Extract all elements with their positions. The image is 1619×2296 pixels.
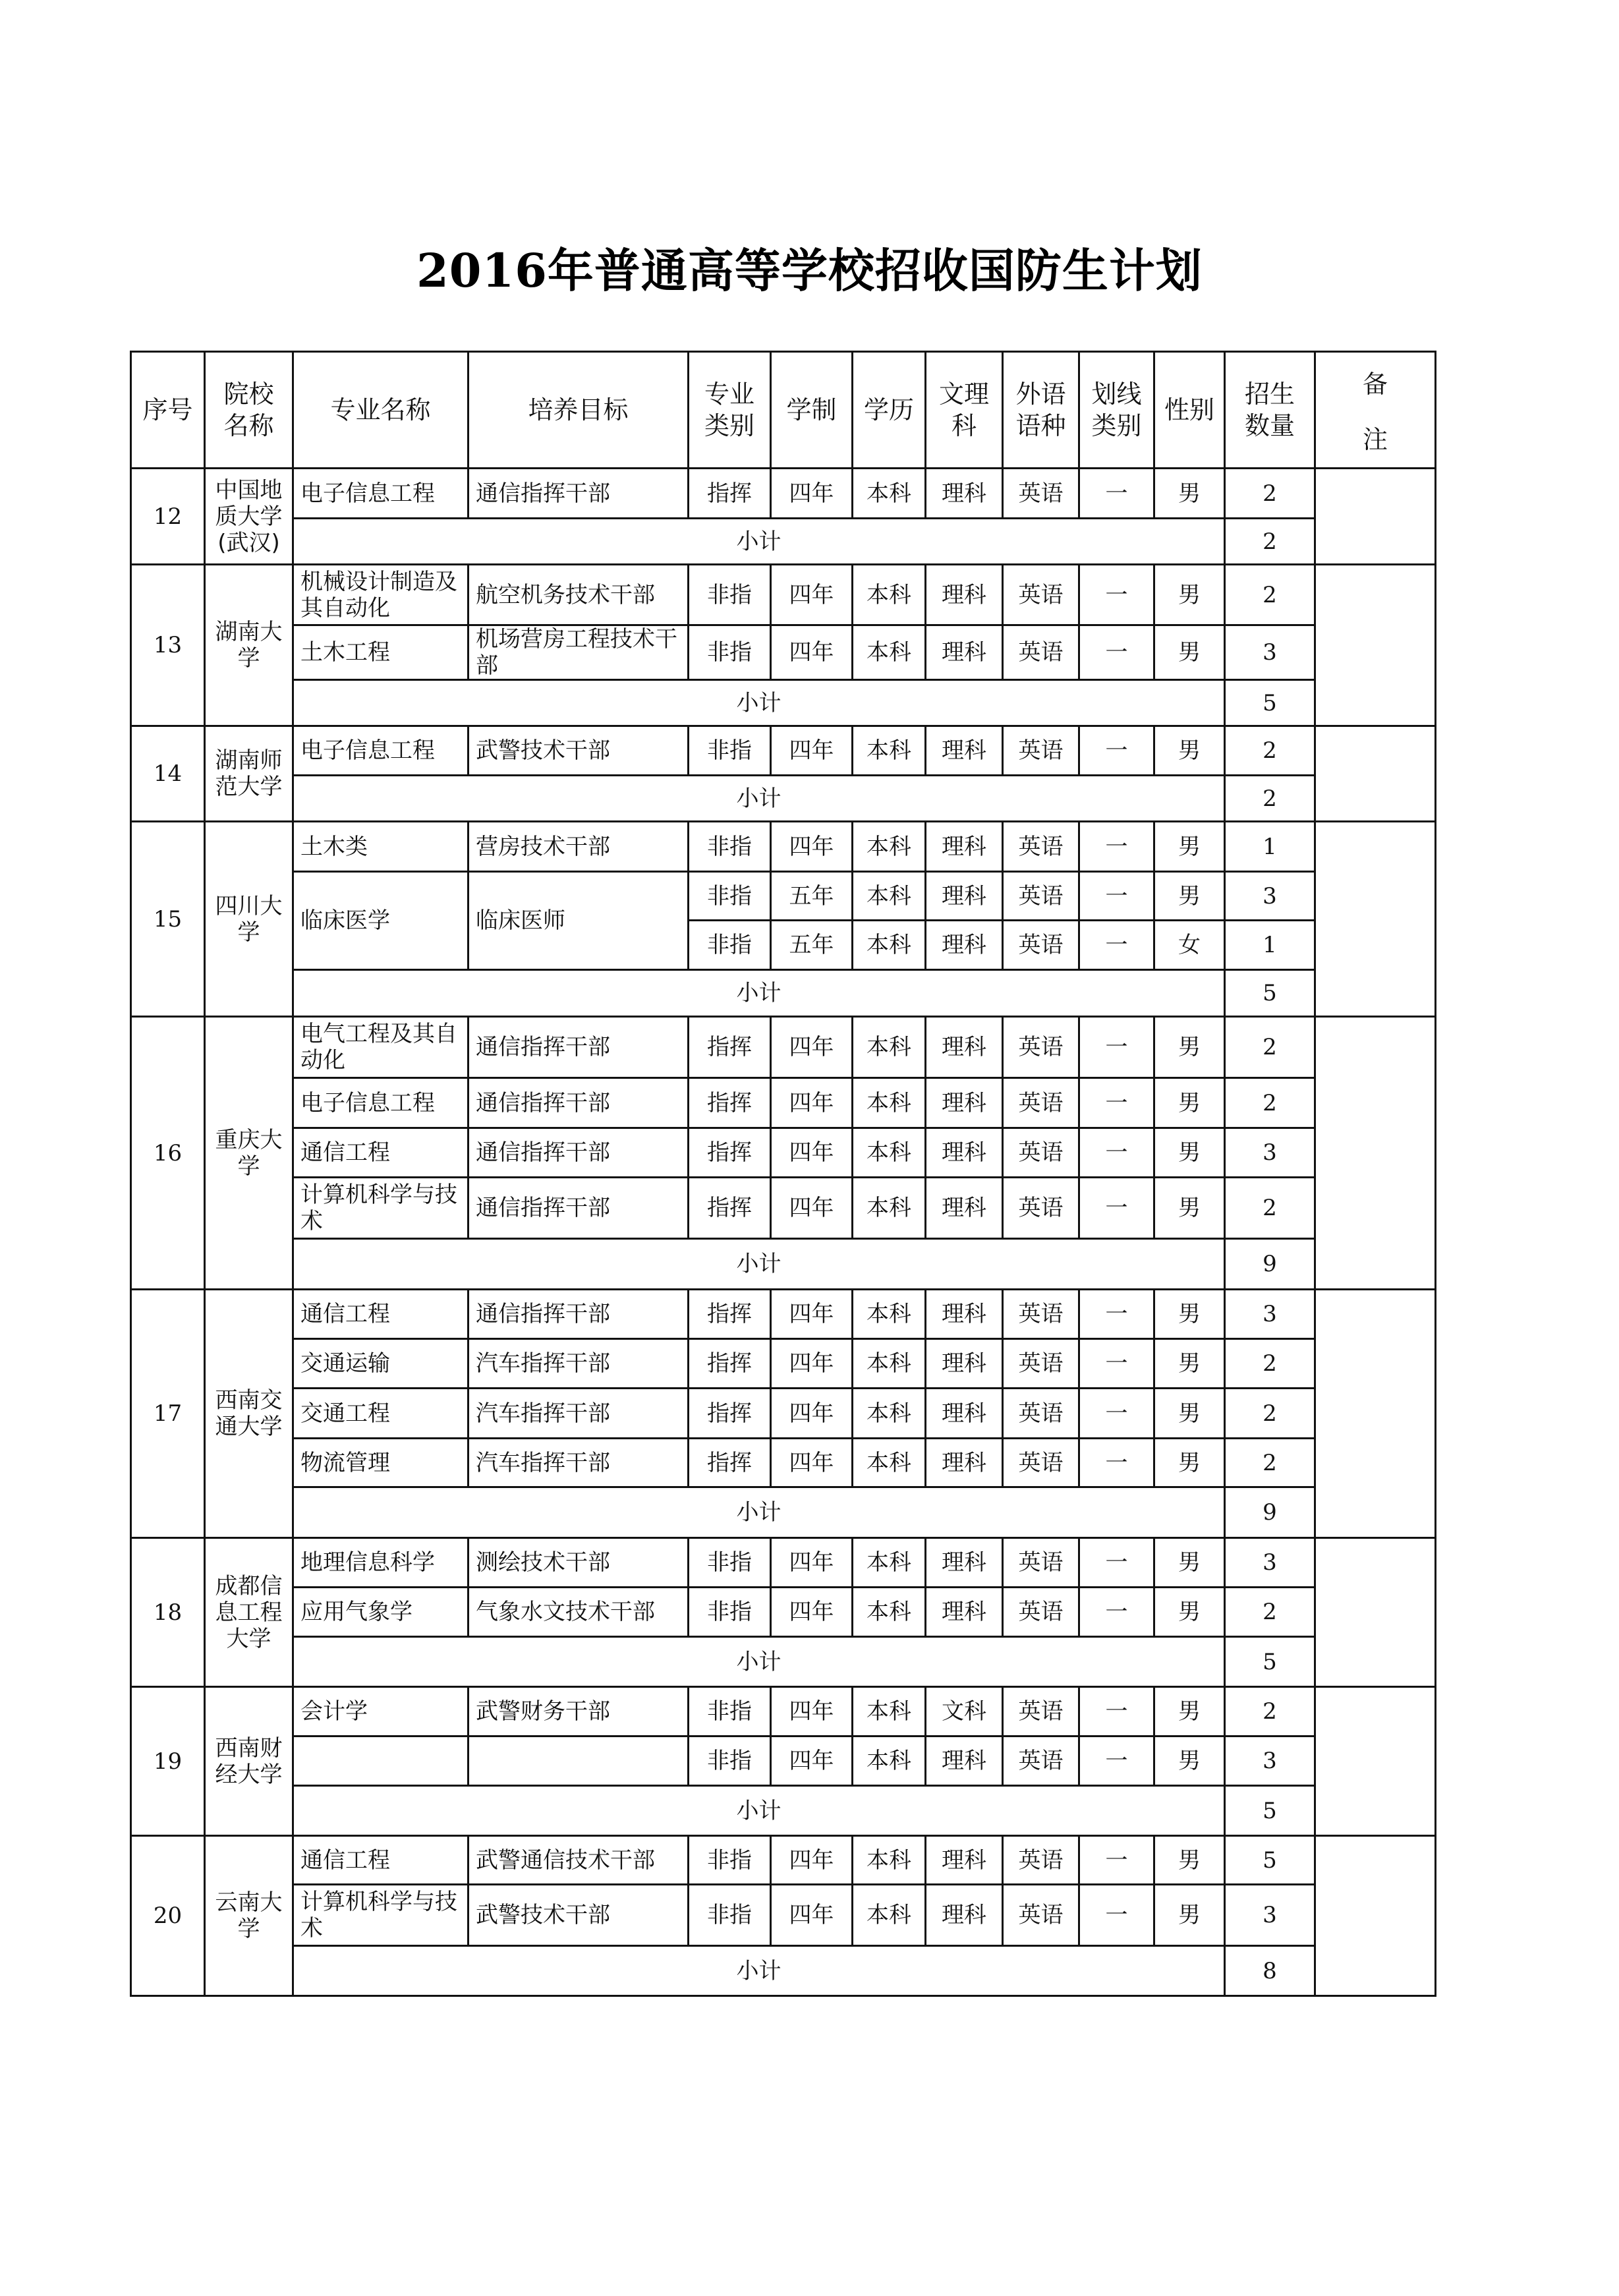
goal-cell: 武警技术干部 [469,1885,689,1946]
major-type-cell: 指挥 [689,1078,771,1128]
major-cell: 电气工程及其自动化 [293,1017,469,1078]
line-type-cell: 一 [1079,1017,1154,1078]
gender-cell: 男 [1154,1736,1225,1786]
major-type-cell: 非指 [689,1538,771,1588]
track-cell: 理科 [926,1339,1003,1389]
gender-cell: 男 [1154,726,1225,776]
table-row [131,1836,1436,1885]
remark-cell [1315,726,1436,822]
school-cell: 西南财经大学 [205,1687,293,1836]
language-cell: 英语 [1003,469,1079,519]
goal-cell: 武警通信技术干部 [469,1836,689,1885]
header-school: 院校 名称 [205,352,293,469]
major-cell: 土木类 [293,822,469,872]
quota-cell: 3 [1225,1128,1315,1178]
remark-cell [1315,822,1436,1017]
track-cell: 文科 [926,1687,1003,1736]
line-type-cell: 一 [1079,1687,1154,1736]
duration-cell: 四年 [771,469,853,519]
table-row [131,1290,1436,1339]
language-cell: 英语 [1003,1538,1079,1588]
quota-cell: 3 [1225,625,1315,680]
duration-cell: 四年 [771,1178,853,1239]
major-cell: 土木工程 [293,625,469,680]
language-cell: 英语 [1003,1017,1079,1078]
line-type-cell: 一 [1079,469,1154,519]
seq-cell: 20 [131,1836,205,1996]
quota-cell: 1 [1225,921,1315,970]
header-major: 专业名称 [293,352,469,469]
table-row [131,1588,1436,1637]
major-cell: 地理信息科学 [293,1538,469,1588]
degree-cell: 本科 [853,1538,926,1588]
gender-cell: 男 [1154,1836,1225,1885]
table-row [131,1178,1436,1239]
quota-cell: 3 [1225,1736,1315,1786]
header-degree: 学历 [853,352,926,469]
major-type-cell: 非指 [689,1885,771,1946]
track-cell: 理科 [926,1836,1003,1885]
gender-cell: 男 [1154,1439,1225,1487]
header-line-type: 划线 类别 [1079,352,1154,469]
remark-cell [1315,1290,1436,1538]
line-type-cell: 一 [1079,822,1154,872]
degree-cell: 本科 [853,1836,926,1885]
table-body [131,469,1436,1996]
header-seq: 序号 [131,352,205,469]
table-row [131,1538,1436,1588]
goal-cell: 武警财务干部 [469,1687,689,1736]
language-cell: 英语 [1003,1736,1079,1786]
table-row [131,1687,1436,1736]
goal-cell: 航空机务技术干部 [469,565,689,625]
language-cell: 英语 [1003,1588,1079,1637]
header-remark: 备 注 [1315,352,1436,469]
degree-cell: 本科 [853,469,926,519]
degree-cell: 本科 [853,1389,926,1439]
remark-cell [1315,1687,1436,1836]
gender-cell: 男 [1154,872,1225,921]
seq-cell: 17 [131,1290,205,1538]
track-cell: 理科 [926,1017,1003,1078]
duration-cell: 四年 [771,726,853,776]
major-type-cell: 指挥 [689,1339,771,1389]
degree-cell: 本科 [853,1687,926,1736]
header-duration: 学制 [771,352,853,469]
subtotal-value: 5 [1225,970,1315,1017]
duration-cell: 四年 [771,1538,853,1588]
goal-cell: 汽车指挥干部 [469,1389,689,1439]
table-row [131,469,1436,519]
degree-cell: 本科 [853,1128,926,1178]
track-cell: 理科 [926,625,1003,680]
subtotal-row [131,680,1436,726]
quota-cell: 1 [1225,822,1315,872]
header-major-type: 专业 类别 [689,352,771,469]
line-type-cell: 一 [1079,1538,1154,1588]
subtotal-value: 5 [1225,1786,1315,1836]
seq-cell: 14 [131,726,205,822]
major-cell: 临床医学 [293,872,469,970]
remark-cell [1315,1836,1436,1996]
major-cell [293,1736,469,1786]
school-cell: 西南交通大学 [205,1290,293,1538]
major-type-cell: 指挥 [689,1439,771,1487]
quota-cell: 3 [1225,1290,1315,1339]
major-type-cell: 非指 [689,872,771,921]
subtotal-label: 小计 [293,1487,1225,1538]
language-cell: 英语 [1003,921,1079,970]
subtotal-value: 8 [1225,1946,1315,1996]
gender-cell: 男 [1154,469,1225,519]
line-type-cell: 一 [1079,1290,1154,1339]
goal-cell: 通信指挥干部 [469,1128,689,1178]
major-type-cell: 非指 [689,921,771,970]
duration-cell: 四年 [771,565,853,625]
quota-cell: 2 [1225,1588,1315,1637]
subtotal-value: 9 [1225,1239,1315,1290]
table-row [131,1439,1436,1487]
gender-cell: 男 [1154,625,1225,680]
quota-cell: 2 [1225,1687,1315,1736]
table-row [131,565,1436,625]
major-cell: 电子信息工程 [293,1078,469,1128]
language-cell: 英语 [1003,1885,1079,1946]
school-cell: 成都信息工程大学 [205,1538,293,1687]
goal-cell: 通信指挥干部 [469,469,689,519]
subtotal-row [131,776,1436,822]
language-cell: 英语 [1003,822,1079,872]
major-cell: 物流管理 [293,1439,469,1487]
track-cell: 理科 [926,1588,1003,1637]
line-type-cell: 一 [1079,1128,1154,1178]
line-type-cell: 一 [1079,1178,1154,1239]
gender-cell: 男 [1154,1588,1225,1637]
major-cell: 交通运输 [293,1339,469,1389]
track-cell: 理科 [926,726,1003,776]
line-type-cell: 一 [1079,1389,1154,1439]
gender-cell: 男 [1154,1885,1225,1946]
duration-cell: 四年 [771,1885,853,1946]
track-cell: 理科 [926,872,1003,921]
goal-cell: 通信指挥干部 [469,1078,689,1128]
major-type-cell: 指挥 [689,1178,771,1239]
subtotal-row [131,1946,1436,1996]
subtotal-value: 5 [1225,680,1315,726]
table-row [131,1389,1436,1439]
language-cell: 英语 [1003,1389,1079,1439]
subtotal-label: 小计 [293,680,1225,726]
seq-cell: 12 [131,469,205,565]
line-type-cell: 一 [1079,872,1154,921]
quota-cell: 5 [1225,1836,1315,1885]
subtotal-label: 小计 [293,519,1225,565]
language-cell: 英语 [1003,1128,1079,1178]
language-cell: 英语 [1003,1078,1079,1128]
line-type-cell: 一 [1079,1339,1154,1389]
degree-cell: 本科 [853,1290,926,1339]
subtotal-row [131,970,1436,1017]
enrollment-plan-table [130,351,1436,1997]
goal-cell: 通信指挥干部 [469,1290,689,1339]
goal-cell: 气象水文技术干部 [469,1588,689,1637]
table-row [131,726,1436,776]
track-cell: 理科 [926,1290,1003,1339]
gender-cell: 男 [1154,1017,1225,1078]
table-row [131,1736,1436,1786]
major-cell: 机械设计制造及其自动化 [293,565,469,625]
seq-cell: 13 [131,565,205,726]
quota-cell: 2 [1225,1017,1315,1078]
major-type-cell: 非指 [689,565,771,625]
table-row [131,625,1436,680]
remark-cell [1315,1538,1436,1687]
degree-cell: 本科 [853,1588,926,1637]
duration-cell: 四年 [771,625,853,680]
major-type-cell: 指挥 [689,1017,771,1078]
remark-cell [1315,1017,1436,1290]
degree-cell: 本科 [853,1339,926,1389]
track-cell: 理科 [926,1178,1003,1239]
major-cell: 电子信息工程 [293,469,469,519]
line-type-cell: 一 [1079,1439,1154,1487]
school-cell: 四川大学 [205,822,293,1017]
line-type-cell: 一 [1079,1078,1154,1128]
language-cell: 英语 [1003,1290,1079,1339]
major-type-cell: 指挥 [689,1290,771,1339]
track-cell: 理科 [926,1736,1003,1786]
quota-cell: 2 [1225,1389,1315,1439]
track-cell: 理科 [926,822,1003,872]
major-type-cell: 非指 [689,1588,771,1637]
duration-cell: 四年 [771,1389,853,1439]
quota-cell: 3 [1225,1885,1315,1946]
language-cell: 英语 [1003,1178,1079,1239]
goal-cell [469,1736,689,1786]
duration-cell: 四年 [771,1687,853,1736]
subtotal-value: 9 [1225,1487,1315,1538]
quota-cell: 2 [1225,1439,1315,1487]
language-cell: 英语 [1003,625,1079,680]
school-cell: 湖南大学 [205,565,293,726]
track-cell: 理科 [926,1885,1003,1946]
subtotal-label: 小计 [293,1239,1225,1290]
seq-cell: 15 [131,822,205,1017]
track-cell: 理科 [926,565,1003,625]
subtotal-label: 小计 [293,1637,1225,1687]
line-type-cell: 一 [1079,1736,1154,1786]
table-row [131,1339,1436,1389]
track-cell: 理科 [926,1439,1003,1487]
language-cell: 英语 [1003,1687,1079,1736]
major-type-cell: 非指 [689,726,771,776]
gender-cell: 女 [1154,921,1225,970]
subtotal-value: 2 [1225,776,1315,822]
goal-cell: 通信指挥干部 [469,1017,689,1078]
table-row [131,1128,1436,1178]
seq-cell: 16 [131,1017,205,1290]
gender-cell: 男 [1154,822,1225,872]
line-type-cell: 一 [1079,726,1154,776]
major-cell: 通信工程 [293,1128,469,1178]
duration-cell: 四年 [771,1078,853,1128]
goal-cell: 临床医师 [469,872,689,970]
school-cell: 湖南师范大学 [205,726,293,822]
major-type-cell: 指挥 [689,1128,771,1178]
table-row [131,1017,1436,1078]
duration-cell: 五年 [771,921,853,970]
duration-cell: 四年 [771,822,853,872]
quota-cell: 2 [1225,726,1315,776]
gender-cell: 男 [1154,1128,1225,1178]
degree-cell: 本科 [853,1885,926,1946]
track-cell: 理科 [926,1128,1003,1178]
line-type-cell: 一 [1079,1885,1154,1946]
remark-cell [1315,469,1436,565]
quota-cell: 2 [1225,565,1315,625]
subtotal-label: 小计 [293,776,1225,822]
degree-cell: 本科 [853,1736,926,1786]
degree-cell: 本科 [853,1439,926,1487]
subtotal-value: 2 [1225,519,1315,565]
duration-cell: 四年 [771,1128,853,1178]
line-type-cell: 一 [1079,625,1154,680]
major-cell: 电子信息工程 [293,726,469,776]
table-row [131,822,1436,872]
gender-cell: 男 [1154,1538,1225,1588]
major-cell: 交通工程 [293,1389,469,1439]
major-cell: 通信工程 [293,1290,469,1339]
header-gender: 性别 [1154,352,1225,469]
goal-cell: 测绘技术干部 [469,1538,689,1588]
remark-cell [1315,565,1436,726]
gender-cell: 男 [1154,1389,1225,1439]
duration-cell: 四年 [771,1290,853,1339]
major-cell: 应用气象学 [293,1588,469,1637]
duration-cell: 四年 [771,1017,853,1078]
quota-cell: 2 [1225,1078,1315,1128]
duration-cell: 四年 [771,1836,853,1885]
subtotal-label: 小计 [293,1786,1225,1836]
duration-cell: 四年 [771,1736,853,1786]
goal-cell: 汽车指挥干部 [469,1339,689,1389]
header-track: 文理 科 [926,352,1003,469]
header-goal: 培养目标 [469,352,689,469]
language-cell: 英语 [1003,726,1079,776]
school-cell: 云南大学 [205,1836,293,1996]
gender-cell: 男 [1154,1178,1225,1239]
major-cell: 会计学 [293,1687,469,1736]
line-type-cell: 一 [1079,1836,1154,1885]
degree-cell: 本科 [853,872,926,921]
degree-cell: 本科 [853,1178,926,1239]
subtotal-label: 小计 [293,970,1225,1017]
duration-cell: 四年 [771,1439,853,1487]
table-row [131,1885,1436,1946]
header-row [131,352,1436,469]
subtotal-row [131,519,1436,565]
subtotal-row [131,1239,1436,1290]
language-cell: 英语 [1003,1836,1079,1885]
gender-cell: 男 [1154,1078,1225,1128]
goal-cell: 汽车指挥干部 [469,1439,689,1487]
duration-cell: 五年 [771,872,853,921]
major-type-cell: 非指 [689,1687,771,1736]
goal-cell: 营房技术干部 [469,822,689,872]
header-language: 外语 语种 [1003,352,1079,469]
quota-cell: 2 [1225,1178,1315,1239]
quota-cell: 3 [1225,1538,1315,1588]
language-cell: 英语 [1003,1439,1079,1487]
major-type-cell: 非指 [689,1736,771,1786]
seq-cell: 18 [131,1538,205,1687]
major-type-cell: 非指 [689,822,771,872]
line-type-cell: 一 [1079,1588,1154,1637]
subtotal-value: 5 [1225,1637,1315,1687]
track-cell: 理科 [926,921,1003,970]
line-type-cell: 一 [1079,921,1154,970]
gender-cell: 男 [1154,1339,1225,1389]
track-cell: 理科 [926,469,1003,519]
duration-cell: 四年 [771,1339,853,1389]
language-cell: 英语 [1003,1339,1079,1389]
goal-cell: 通信指挥干部 [469,1178,689,1239]
quota-cell: 2 [1225,1339,1315,1389]
goal-cell: 武警技术干部 [469,726,689,776]
degree-cell: 本科 [853,726,926,776]
degree-cell: 本科 [853,565,926,625]
degree-cell: 本科 [853,1078,926,1128]
language-cell: 英语 [1003,565,1079,625]
header-quota: 招生 数量 [1225,352,1315,469]
table-row [131,1078,1436,1128]
quota-cell: 2 [1225,469,1315,519]
degree-cell: 本科 [853,625,926,680]
gender-cell: 男 [1154,1687,1225,1736]
subtotal-row [131,1487,1436,1538]
major-type-cell: 指挥 [689,469,771,519]
gender-cell: 男 [1154,1290,1225,1339]
degree-cell: 本科 [853,1017,926,1078]
major-cell: 计算机科学与技术 [293,1885,469,1946]
major-type-cell: 指挥 [689,1389,771,1439]
major-type-cell: 非指 [689,1836,771,1885]
document-title: 2016年普通高等学校招收国防生计划 [416,243,1203,298]
degree-cell: 本科 [853,921,926,970]
gender-cell: 男 [1154,565,1225,625]
school-cell: 中国地质大学(武汉) [205,469,293,565]
duration-cell: 四年 [771,1588,853,1637]
table-row [131,872,1436,921]
subtotal-row [131,1637,1436,1687]
major-type-cell: 非指 [689,625,771,680]
line-type-cell: 一 [1079,565,1154,625]
seq-cell: 19 [131,1687,205,1836]
major-cell: 通信工程 [293,1836,469,1885]
subtotal-row [131,1786,1436,1836]
track-cell: 理科 [926,1389,1003,1439]
degree-cell: 本科 [853,822,926,872]
language-cell: 英语 [1003,872,1079,921]
subtotal-label: 小计 [293,1946,1225,1996]
quota-cell: 3 [1225,872,1315,921]
school-cell: 重庆大学 [205,1017,293,1290]
track-cell: 理科 [926,1078,1003,1128]
track-cell: 理科 [926,1538,1003,1588]
goal-cell: 机场营房工程技术干部 [469,625,689,680]
major-cell: 计算机科学与技术 [293,1178,469,1239]
